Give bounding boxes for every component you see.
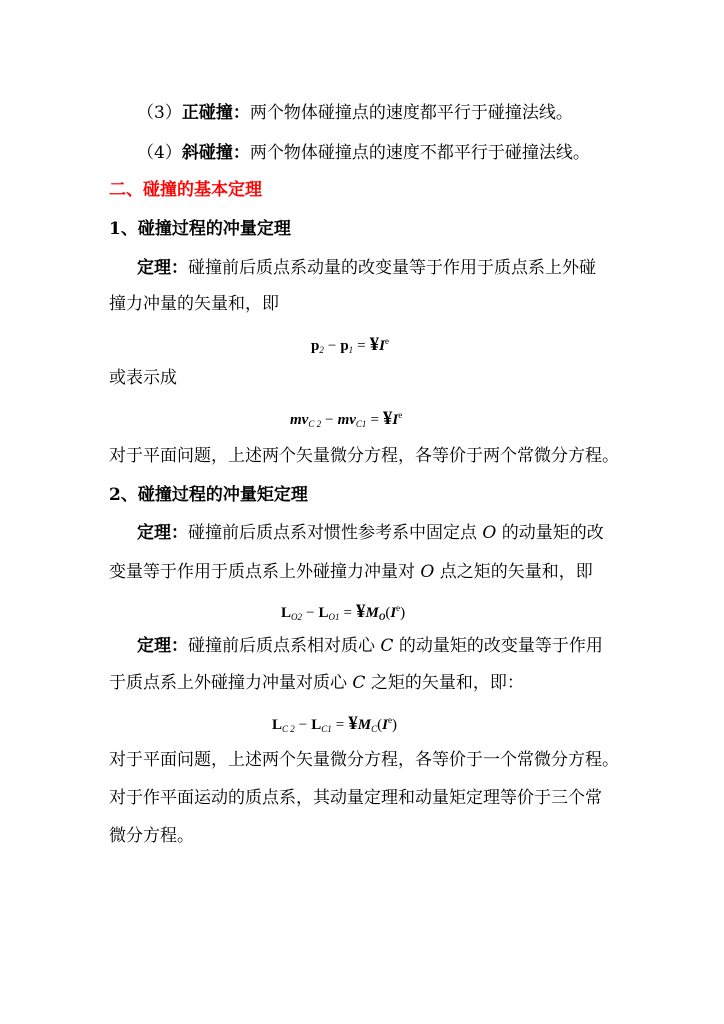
theorem-1-text-1: 碰撞前后质点系动量的改变量等于作用于质点系上外碰 [188,258,596,278]
subheading-angular-impulse-theorem: 2、碰撞过程的冲量矩定理 [109,485,308,505]
item-3-number: （3） [137,103,182,123]
theorem-2-line-2: 变量等于作用于质点系上外碰撞力冲量对 O 点之矩的矢量和，即 [109,562,593,582]
plane-problem-note-2: 对于平面问题，上述两个矢量微分方程，各等价于一个常微分方程。 [109,750,619,770]
item-4-term: 斜碰撞： [181,143,250,163]
theorem-1-label: 定理： [137,258,188,278]
theorem-1-line-2: 撞力冲量的矢量和，即 [109,294,279,314]
item-4 [137,143,590,163]
equation-2: $mv_{C 2} - mv_{C1}$ = $¥I^e$ [290,408,403,429]
theorem-3-line-2: 于质点系上外碰撞力冲量对质心 C 之矩的矢量和，即： [109,673,524,693]
item-3-text: 两个物体碰撞点的速度都平行于碰撞法线。 [249,103,573,123]
theorem-2-line-1: 定理：碰撞前后质点系对惯性参考系中固定点 O 的动量矩的改 [137,523,604,543]
equation-1: $p_2 - p_1$ = $¥I^e$ [311,334,389,355]
subheading-impulse-theorem: 1、碰撞过程的冲量定理 [109,219,291,239]
theorem-3-label: 定理： [137,636,188,656]
theorem-1-line-1 [137,258,596,278]
item-4-number: （4） [137,143,182,163]
section-heading: 二、碰撞的基本定理 [109,180,262,200]
equation-4: $L_{C 2} - L_{C1}$ = $¥M_C(I^e)$ [272,713,397,734]
theorem-2-label: 定理： [137,523,188,543]
plane-problem-note-1: 对于平面问题，上述两个矢量微分方程，各等价于两个常微分方程。 [109,446,619,466]
plane-motion-note-line-1: 对于作平面运动的质点系，其动量定理和动量矩定理等价于三个常 [109,788,602,808]
theorem-3-line-1: 定理：碰撞前后质点系相对质心 C 的动量矩的改变量等于作用 [137,636,603,656]
item-3 [137,103,573,123]
plane-motion-note-line-2: 微分方程。 [109,826,194,846]
item-4-text: 两个物体碰撞点的速度不都平行于碰撞法线。 [249,143,590,163]
item-3-term: 正碰撞： [181,103,250,123]
equation-3: $L_{O2} - L_{O1}$ = $¥M_O(I^e)$ [281,601,406,622]
or-expressed-as: 或表示成 [109,368,177,388]
